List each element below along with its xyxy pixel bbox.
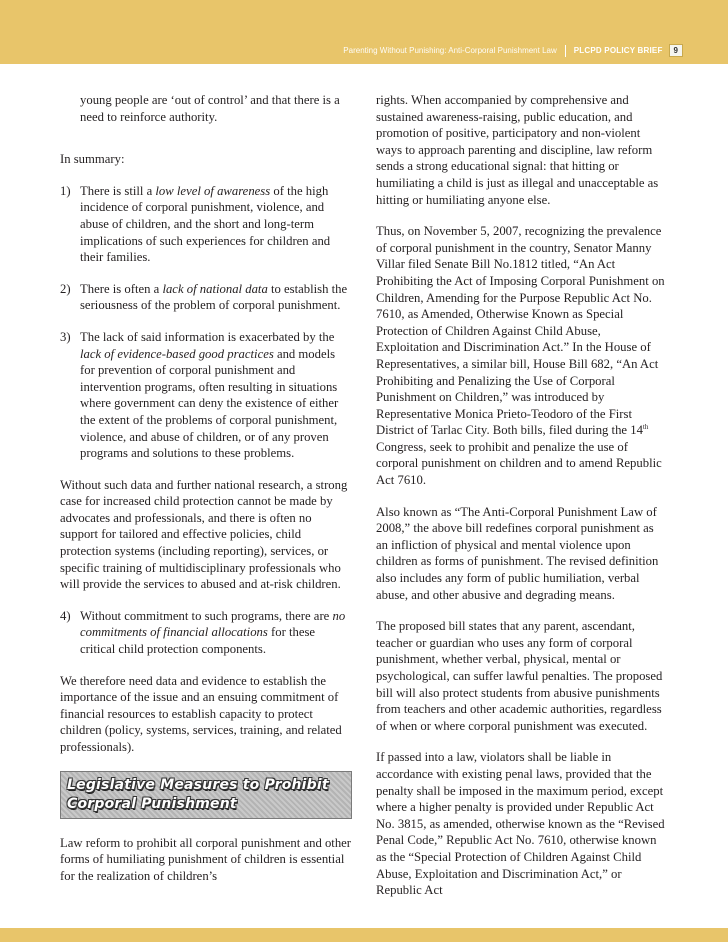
bills-text: Thus, on November 5, 2007, recognizing the prevalence of corporal punishment in the country, Senator Manny Villar filed Senate Bill No.1812 titled, “An Act Prohibiting the Act of Imposing Corporal Punishment on Children, Amending for the Purpose Republic Act No. 7610, as Amended, Otherwise Known as Special Protection of Children Against Child Abuse, Exploitation and Discrimination Act.” In the House of Representatives, a similar bill, House Bill 682, “An Act Prohibiting and Penalizing the Use of Corporal Punishment on Children,” was introduced by Representative Monica Prieto-Teodoro of the First District of Tarlac City. Both bills, filed during the 14 [376,224,665,438]
bills-paragraph [376,223,666,489]
page-number: 9 [669,44,683,57]
header-subtitle: Parenting Without Punishing: Anti-Corporal Punishment Law [343,46,557,55]
summary-item-number: 4) [60,608,71,623]
summary-heading: In summary: [60,152,125,167]
bills-text-continued: Congress, seek to prohibit and penalize the use of corporal punishment on children and to amend Republic Act 7610. [376,439,662,488]
summary-item-number: 3) [60,329,71,344]
left-column [60,92,352,899]
section-heading: Legislative Measures to Prohibit Corporal Punishment [67,776,329,812]
summary-item-emphasis: lack of evidence-based good practices [80,346,274,361]
summary-list-continued [60,608,352,658]
summary-item [60,608,352,658]
need-paragraph: We therefore need data and evidence to establish the importance of the issue and an ensuing commitment of financial resources to establish capacity to protect children (policy, systems, services, training, and related professionals). [60,673,342,754]
summary-item-text: to establish the seriousness of the problem of corporal punishment. [80,281,348,313]
summary-item-text: Without commitment to such programs, there are [80,608,333,623]
summary-item [60,281,352,314]
rights-paragraph: rights. When accompanied by comprehensive and sustained awareness-raising, public education, and promotion of positive, participatory and non-violent ways to approach parenting and discipline, law reform sends a strong educational signal: that hitting or humiliating a child is just as illegal and unacceptable as hitting or humiliating anyone else. [376,93,659,207]
reform-paragraph: Law reform to prohibit all corporal punishment and other forms of humiliating punishment of children is essential for the realization of children’s [60,835,352,883]
running-header [343,44,683,57]
definition-paragraph: Also known as “The Anti-Corporal Punishment Law of 2008,” the above bill redefines corporal punishment as an infliction of physical and mental violence upon children as forms of punishment. The revised definition also includes any form of public humiliation, verbal abuse, and other abusive and degrading means. [376,504,659,602]
summary-item [60,329,352,462]
summary-item-number: 2) [60,281,71,296]
summary-item-text: of the high incidence of corporal punishment, violence, and abuse of children, and the short and long-term implications of such experiences for children and their families. [80,183,331,265]
header-brief-label: PLCPD POLICY BRIEF [573,46,663,55]
continuation-paragraph: young people are ‘out of control’ and that there is a need to reinforce authority. [80,93,340,124]
header-divider [565,45,566,57]
right-column [376,92,666,914]
summary-item-emphasis: lack of national data [162,281,268,296]
summary-item-emphasis: no commitments of financial allocations [80,608,346,640]
summary-item-text: and models for prevention of corporal punishment and intervention programs, often resulting in situations where government can deny the existence of either the extent of the problems of corporal punishment, violence, and abuse of children, or of any proven programs and solutions to these problems. [80,346,339,461]
data-paragraph: Without such data and further national research, a strong case for increased child protection cannot be made by advocates and professionals, and there is often no support for tailored and effective policies, child protection systems (including reporting), services, or specific training of multidisciplinary professionals who will provide the services to abused and at-risk children. [60,477,348,592]
summary-item-text: There is still a [80,183,156,198]
summary-item-text: The lack of said information is exacerbated by the [80,329,335,344]
section-heading-box [60,771,352,819]
liability-paragraph: If passed into a law, violators shall be liable in accordance with existing penal laws, provided that the penalty shall be imposed in the maximum period, except where a higher penalty is provided under Republic Act No. 3815, as amended, otherwise known as the “Revised Penal Code,” Republic Act No. 7610, otherwise known as the “Special Protection of Children Against Child Abuse, Exploitation and Discrimination Act,” or Republic Act [376,750,665,898]
summary-item-number: 1) [60,183,71,198]
ordinal-suffix: th [642,423,649,432]
summary-item [60,183,352,266]
summary-item-text: for these critical child protection components. [80,625,316,657]
footer-bar [0,928,728,942]
summary-item-text: There is often a [80,281,163,296]
penalties-paragraph: The proposed bill states that any parent, ascendant, teacher or guardian who uses any form of corporal punishment, whether verbal, physical, mental or psychological, can suffer lawful penalties. The proposed bill will also protect students from abusive punishments from teachers and other academic authorities, regardless of when or where corporal punishment was executed. [376,619,663,733]
summary-item-emphasis: low level of awareness [155,183,271,198]
summary-list [60,183,352,462]
